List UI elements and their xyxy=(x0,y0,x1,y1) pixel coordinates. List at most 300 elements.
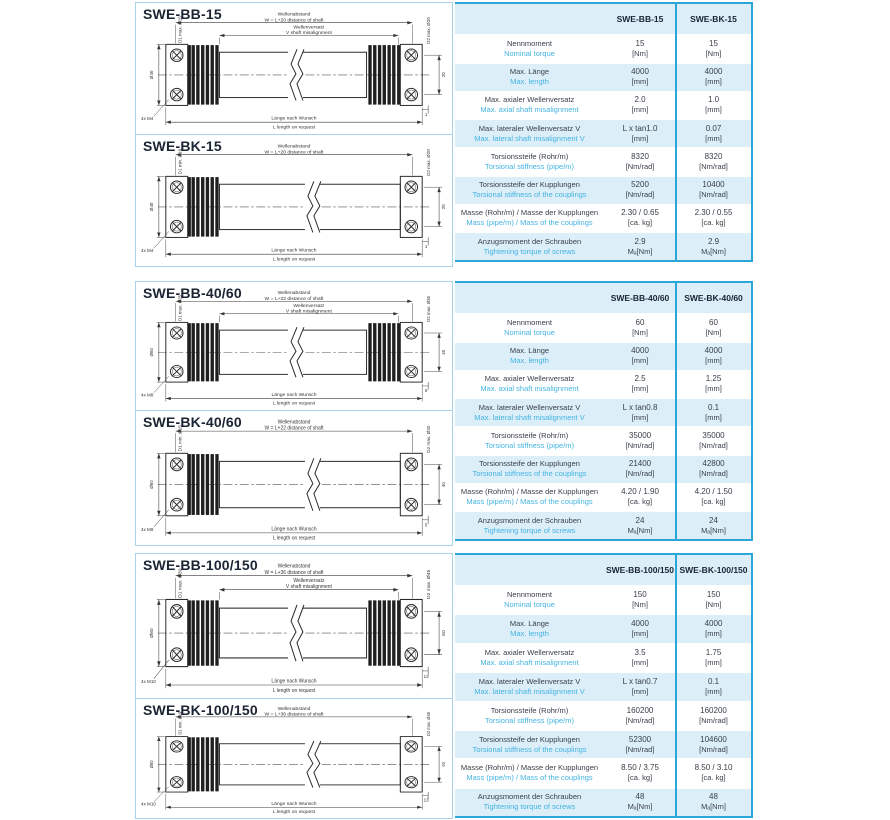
column-divider xyxy=(675,283,677,539)
value: 24 xyxy=(709,515,718,525)
value-cell xyxy=(676,403,751,423)
table-row xyxy=(455,205,751,232)
unit: [Nm] xyxy=(632,600,648,610)
row-label-en: Max. length xyxy=(510,77,549,87)
row-label-de: Max. axialer Wellenversatz xyxy=(484,647,575,657)
unit: [Nm/rad] xyxy=(699,469,728,479)
dim-end: 1 xyxy=(424,243,428,249)
dim-length-de: Länge nach Wunsch xyxy=(271,248,317,254)
value: 42800 xyxy=(702,459,725,469)
value-cell xyxy=(604,95,676,115)
unit: [Nm/rad] xyxy=(699,161,728,171)
value-cell xyxy=(676,374,751,394)
unit: [mm] xyxy=(705,133,722,143)
value: 2.30 / 0.65 xyxy=(621,208,659,218)
value-cell xyxy=(604,487,676,507)
value-cell xyxy=(676,763,751,783)
dim-shaft-distance-en: W = L+20 distance of shaft xyxy=(264,150,324,156)
dim-bore-right: D2 max. Ø30 xyxy=(426,295,432,322)
row-label-de: Max. axialer Wellenversatz xyxy=(484,374,575,384)
unit: [Nm] xyxy=(705,600,722,610)
table-row xyxy=(455,36,751,63)
unit: Mₐ[Nm] xyxy=(627,525,653,535)
dim-side: 20 xyxy=(441,72,447,78)
unit: [mm] xyxy=(705,657,722,667)
value-cell xyxy=(604,677,676,697)
drawing-figure xyxy=(136,135,452,266)
value: 4000 xyxy=(631,619,649,629)
table-header-row xyxy=(455,283,751,313)
section-title: SWE-BB-100/150 xyxy=(143,557,258,573)
value: 160200 xyxy=(700,705,727,715)
drawing-panel-swe-bk-15 xyxy=(135,134,453,267)
dim-end: 1 xyxy=(424,111,428,117)
value: 160200 xyxy=(626,705,654,715)
row-label-en: Tightening torque of screws xyxy=(483,525,576,535)
value: 48 xyxy=(635,792,645,802)
dim-screws: 4x M8 xyxy=(140,526,154,532)
row-label-en: Max. axial shaft misalignment xyxy=(480,657,579,667)
value: 8.50 / 3.10 xyxy=(694,763,733,773)
table-header-row xyxy=(455,555,751,585)
row-label-en: Max. length xyxy=(510,629,549,639)
value: 60 xyxy=(635,317,645,327)
row-label-de: Max. Länge xyxy=(509,619,550,629)
row-label xyxy=(455,180,604,200)
column-divider xyxy=(675,4,677,260)
value-cell xyxy=(604,208,676,228)
row-label-en: Max. axial shaft misalignment xyxy=(480,384,579,394)
row-label xyxy=(455,318,604,338)
unit: [mm] xyxy=(631,686,649,696)
dim-length-en: L length on request xyxy=(272,125,316,131)
value: 2.5 xyxy=(634,374,646,384)
coupling-drawing xyxy=(136,282,452,410)
value-cell xyxy=(604,431,676,451)
value: 48 xyxy=(709,792,718,802)
row-label xyxy=(455,208,604,228)
dim-length-en: L length on request xyxy=(272,535,316,542)
unit: [Nm/rad] xyxy=(699,190,728,200)
dim-screws: 4x M10 xyxy=(140,679,156,685)
row-label-de: Anzugsmoment der Schrauben xyxy=(477,236,582,246)
section-title: SWE-BK-100/150 xyxy=(143,702,258,718)
value-cell xyxy=(676,67,751,87)
value-cell xyxy=(676,152,751,172)
row-label-de: Max. lateraler Wellenversatz V xyxy=(478,123,581,133)
section-title: SWE-BK-40/60 xyxy=(143,414,242,430)
value: 150 xyxy=(633,590,647,600)
dim-length-de: Länge nach Wunsch xyxy=(271,116,317,122)
section-title: SWE-BK-15 xyxy=(143,138,222,154)
column-header: SWE-BB-15 xyxy=(616,14,664,24)
unit: [Nm/rad] xyxy=(699,715,728,725)
table-row xyxy=(455,149,751,176)
value-cell xyxy=(676,346,751,366)
table-row xyxy=(455,120,751,147)
unit: [mm] xyxy=(705,105,722,115)
value-cell xyxy=(676,677,751,697)
drawing-panel-swe-bk-40/60 xyxy=(135,410,453,546)
value: 4.20 / 1.50 xyxy=(694,487,733,497)
value: 2.0 xyxy=(634,95,646,105)
value: 10400 xyxy=(702,180,725,190)
unit: [Nm/rad] xyxy=(625,190,655,200)
drawing-figure xyxy=(136,554,452,698)
value: 15 xyxy=(635,38,645,48)
value-cell xyxy=(676,124,751,144)
dim-hub-diameter: Ø80 xyxy=(150,628,155,638)
dim-end: 5 xyxy=(424,388,428,394)
value: L x tan0.8 xyxy=(622,402,658,412)
unit: Mₐ[Nm] xyxy=(701,246,726,256)
table-row xyxy=(455,177,751,204)
row-label xyxy=(455,237,604,257)
value-cell xyxy=(604,374,676,394)
value: 2.9 xyxy=(707,236,720,246)
drawing-panel-swe-bb-100/150 xyxy=(135,553,453,699)
column-header: SWE-BK-100/150 xyxy=(679,565,748,575)
dim-shaft-misalignment-en: V shaft misalignment xyxy=(285,309,332,315)
row-label-de: Nennmoment xyxy=(506,590,553,600)
row-label-en: Nominal torque xyxy=(504,327,555,337)
value-cell xyxy=(676,619,751,639)
table-row xyxy=(455,512,751,539)
row-label-en: Torsional stiffness (pipe/m) xyxy=(484,440,575,450)
dim-screws: 4x M10 xyxy=(140,801,156,807)
unit: [mm] xyxy=(705,384,722,394)
table-row xyxy=(455,615,751,642)
dim-screws: 4x M8 xyxy=(140,392,154,398)
value: 60 xyxy=(709,317,718,327)
row-label xyxy=(455,735,604,755)
dim-shaft-distance-de: Wellenabstand xyxy=(277,291,311,296)
table-row xyxy=(455,587,751,614)
value-cell xyxy=(676,590,751,610)
row-label-en: Torsional stiffness of the couplings xyxy=(472,744,587,754)
column-divider xyxy=(675,555,677,816)
dim-side: 60 xyxy=(442,630,447,636)
table-row xyxy=(455,371,751,398)
dim-hub-diameter: Ø40 xyxy=(148,70,154,80)
dim-shaft-distance-en: W = L+20 distance of shaft xyxy=(264,18,324,24)
value: 1.25 xyxy=(705,374,722,384)
value-cell xyxy=(676,516,751,536)
spec-table xyxy=(455,553,753,818)
dim-hub-diameter: Ø80 xyxy=(148,760,154,769)
dim-bore-right: D2 max. Ø20 xyxy=(426,17,432,44)
row-label-en: Max. axial shaft misalignment xyxy=(480,105,579,115)
unit: [mm] xyxy=(631,133,649,143)
unit: [mm] xyxy=(631,105,649,115)
value-cell xyxy=(604,180,676,200)
unit: [Nm/rad] xyxy=(625,744,655,754)
value: 150 xyxy=(706,590,721,600)
value-cell xyxy=(604,403,676,423)
drawing-panel-swe-bb-40/60 xyxy=(135,281,453,411)
row-label-en: Torsional stiffness of the couplings xyxy=(472,190,587,200)
unit: [Nm] xyxy=(705,327,722,337)
unit: Mₐ[Nm] xyxy=(627,246,653,256)
unit: [Nm/rad] xyxy=(625,715,655,725)
section-title: SWE-BB-15 xyxy=(143,6,222,22)
table-row xyxy=(455,484,751,511)
dim-bore-left: D1 min. Ø10 xyxy=(177,148,183,175)
unit: [mm] xyxy=(631,657,649,667)
row-label-de: Max. Länge xyxy=(509,346,550,356)
drawing-panel-swe-bb-15 xyxy=(135,2,453,135)
row-label-de: Masse (Rohr/m) / Masse der Kupplungen xyxy=(460,487,599,497)
row-label-en: Max. lateral shaft misalignment V xyxy=(474,686,585,696)
table-row xyxy=(455,731,751,758)
dim-side: 40 xyxy=(441,481,447,488)
dim-end: 13 xyxy=(423,797,429,803)
value: 8.50 / 3.75 xyxy=(621,763,659,773)
row-label xyxy=(455,346,604,366)
unit: [ca. kg] xyxy=(701,218,726,228)
row-label-en: Max. length xyxy=(510,356,549,366)
row-label-de: Torsionssteife (Rohr/m) xyxy=(490,430,569,440)
value: 8320 xyxy=(631,151,649,161)
value-cell xyxy=(604,39,676,59)
value: L x tan0.7 xyxy=(622,676,658,686)
dim-length-de: Länge nach Wunsch xyxy=(271,393,317,399)
value-cell xyxy=(604,516,676,536)
value: 4000 xyxy=(704,67,723,77)
dim-shaft-distance-en: W = L+22 distance of shaft xyxy=(264,425,324,432)
row-label-en: Nominal torque xyxy=(504,600,555,610)
value-cell xyxy=(676,431,751,451)
value: 4.20 / 1.90 xyxy=(621,487,659,497)
row-label xyxy=(455,516,604,536)
value-cell xyxy=(604,459,676,479)
table-row xyxy=(455,343,751,370)
row-label xyxy=(455,459,604,479)
dim-shaft-misalignment-de: Wellenversatz xyxy=(293,25,325,31)
unit: [mm] xyxy=(705,629,722,639)
row-label-de: Anzugsmoment der Schrauben xyxy=(477,792,582,802)
value: 35000 xyxy=(702,430,725,440)
row-label-de: Torsionssteife (Rohr/m) xyxy=(490,151,569,161)
row-label-en: Nominal torque xyxy=(504,48,555,58)
dim-hub-diameter: Ø40 xyxy=(148,202,154,212)
unit: [mm] xyxy=(705,686,722,696)
unit: [Nm/rad] xyxy=(699,744,728,754)
value-cell xyxy=(604,648,676,668)
dim-screws: 4x M4 xyxy=(140,116,154,122)
row-label-de: Max. axialer Wellenversatz xyxy=(484,95,575,105)
value-cell xyxy=(676,318,751,338)
dim-bore-left: D1 max. Ø30 xyxy=(178,568,184,598)
coupling-drawing xyxy=(136,554,452,698)
dim-shaft-distance-de: Wellenabstand xyxy=(277,707,311,713)
section-title: SWE-BB-40/60 xyxy=(143,285,242,301)
value-cell xyxy=(604,763,676,783)
dim-shaft-distance-de: Wellenabstand xyxy=(277,563,311,570)
column-header: SWE-BK-40/60 xyxy=(684,293,743,303)
table-row xyxy=(455,789,751,816)
unit: [mm] xyxy=(705,412,722,422)
dim-side: 20 xyxy=(441,204,447,210)
value: 4000 xyxy=(631,346,649,356)
row-label-en: Max. lateral shaft misalignment V xyxy=(474,412,585,422)
row-label xyxy=(455,792,604,812)
row-label xyxy=(455,39,604,59)
row-label-de: Torsionssteife (Rohr/m) xyxy=(490,705,569,715)
value: 2.30 / 0.55 xyxy=(694,208,733,218)
dim-shaft-misalignment-en: V shaft misalignment xyxy=(285,31,332,37)
value-cell xyxy=(676,648,751,668)
unit: [ca. kg] xyxy=(627,497,653,507)
row-label-en: Tightening torque of screws xyxy=(483,246,576,256)
row-label-en: Mass (pipe/m) / Mass of the couplings xyxy=(466,773,593,783)
value-cell xyxy=(676,487,751,507)
table-row xyxy=(455,315,751,342)
value-cell xyxy=(604,124,676,144)
unit: [Nm/rad] xyxy=(625,161,655,171)
dim-shaft-misalignment-de: Wellenversatz xyxy=(293,577,325,585)
value-cell xyxy=(604,619,676,639)
row-label xyxy=(455,95,604,115)
unit: [Nm] xyxy=(632,48,648,58)
table-row xyxy=(455,233,751,260)
row-label xyxy=(455,648,604,668)
unit: [Nm] xyxy=(632,327,648,337)
table-row xyxy=(455,399,751,426)
row-label-de: Torsionssteife der Kupplungen xyxy=(479,734,580,744)
coupling-drawing xyxy=(136,411,452,545)
table-row xyxy=(455,92,751,119)
dim-end: 5 xyxy=(424,522,428,528)
dim-end: 13 xyxy=(423,674,429,681)
value: 0.1 xyxy=(707,402,720,412)
value-cell xyxy=(676,459,751,479)
row-label xyxy=(455,152,604,172)
dim-side: 40 xyxy=(440,349,447,355)
dim-length-en: L length on request xyxy=(272,810,316,815)
value-cell xyxy=(604,706,676,726)
dim-hub-diameter: Ø60 xyxy=(148,348,154,357)
unit: [ca. kg] xyxy=(701,497,726,507)
value: 4000 xyxy=(631,67,649,77)
value: 0.1 xyxy=(707,676,720,686)
value-cell xyxy=(676,95,751,115)
row-label xyxy=(455,763,604,783)
unit: [mm] xyxy=(631,384,649,394)
row-label-de: Torsionssteife der Kupplungen xyxy=(479,180,580,190)
row-label xyxy=(455,374,604,394)
dim-hub-diameter: Ø60 xyxy=(148,480,154,489)
column-header: SWE-BK-15 xyxy=(690,14,737,24)
dim-shaft-distance-de: Wellenabstand xyxy=(277,144,311,150)
value: 8320 xyxy=(704,151,723,161)
row-label-de: Nennmoment xyxy=(506,38,553,48)
unit: [Nm/rad] xyxy=(699,440,728,450)
row-label-en: Tightening torque of screws xyxy=(483,802,576,812)
drawing-figure xyxy=(136,3,452,134)
row-label-de: Masse (Rohr/m) / Masse der Kupplungen xyxy=(460,208,599,218)
dim-length-en: L length on request xyxy=(272,687,316,695)
column-header: SWE-BB-40/60 xyxy=(610,293,670,303)
coupling-drawing xyxy=(136,3,452,134)
row-label xyxy=(455,619,604,639)
value: 1.75 xyxy=(705,647,722,657)
table-row xyxy=(455,456,751,483)
unit: [mm] xyxy=(705,356,722,366)
drawing-panel-swe-bk-100/150 xyxy=(135,698,453,819)
value: 1.0 xyxy=(707,95,720,105)
row-label xyxy=(455,431,604,451)
value: 104600 xyxy=(700,734,727,744)
row-label xyxy=(455,487,604,507)
value: 35000 xyxy=(628,430,652,440)
value: 2.9 xyxy=(634,236,646,246)
row-label-en: Torsional stiffness of the couplings xyxy=(472,469,587,479)
dim-bore-left: D1 min. Ø19 xyxy=(177,711,183,735)
dim-bore-left: D1 min. Ø15 xyxy=(177,425,183,452)
row-label xyxy=(455,706,604,726)
table-row xyxy=(455,702,751,729)
unit: [mm] xyxy=(631,77,649,87)
coupling-drawing xyxy=(136,135,452,266)
unit: [ca. kg] xyxy=(627,218,653,228)
dim-bore-right: D2 max. Ø45 xyxy=(425,711,432,737)
unit: Mₐ[Nm] xyxy=(701,525,726,535)
value: 24 xyxy=(635,515,645,525)
row-label xyxy=(455,67,604,87)
value-cell xyxy=(676,735,751,755)
value-cell xyxy=(676,792,751,812)
dim-length-en: L length on request xyxy=(272,401,316,407)
dim-shaft-distance-de: Wellenabstand xyxy=(277,419,311,426)
value: 15 xyxy=(709,38,718,48)
row-label xyxy=(455,590,604,610)
row-label-de: Max. lateraler Wellenversatz V xyxy=(478,676,581,686)
value-cell xyxy=(676,237,751,257)
value: 3.5 xyxy=(634,647,646,657)
dim-bore-right: D2 max. Ø45 xyxy=(427,569,433,599)
spec-table xyxy=(455,281,753,541)
value: 4000 xyxy=(704,346,723,356)
row-label-en: Max. lateral shaft misalignment V xyxy=(474,133,585,143)
value: L x tan1.0 xyxy=(622,123,658,133)
dim-side: 60 xyxy=(440,762,447,767)
unit: [mm] xyxy=(631,356,649,366)
row-label-en: Mass (pipe/m) / Mass of the couplings xyxy=(466,218,593,228)
value-cell xyxy=(604,792,676,812)
dim-shaft-distance-en: W = L+36 distance of shaft xyxy=(264,712,324,718)
dim-length-de: Länge nach Wunsch xyxy=(271,678,317,685)
drawing-figure xyxy=(136,411,452,545)
unit: [Nm] xyxy=(705,48,722,58)
row-label-en: Torsional stiffness (pipe/m) xyxy=(484,161,575,171)
table-header-row xyxy=(455,4,751,34)
row-label-de: Torsionssteife der Kupplungen xyxy=(479,459,580,469)
value: 21400 xyxy=(628,459,652,469)
row-label-de: Max. lateraler Wellenversatz V xyxy=(478,402,581,412)
unit: [mm] xyxy=(631,629,649,639)
table-row xyxy=(455,428,751,455)
dim-shaft-distance-en: W = L+36 distance of shaft xyxy=(264,569,324,577)
table-row xyxy=(455,64,751,91)
dim-length-de: Länge nach Wunsch xyxy=(271,526,317,533)
value-cell xyxy=(604,590,676,610)
unit: [ca. kg] xyxy=(627,773,653,783)
dim-bore-left: D1 max. Ø15 xyxy=(177,16,183,43)
value-cell xyxy=(676,706,751,726)
value: 0.07 xyxy=(705,123,722,133)
row-label xyxy=(455,403,604,423)
